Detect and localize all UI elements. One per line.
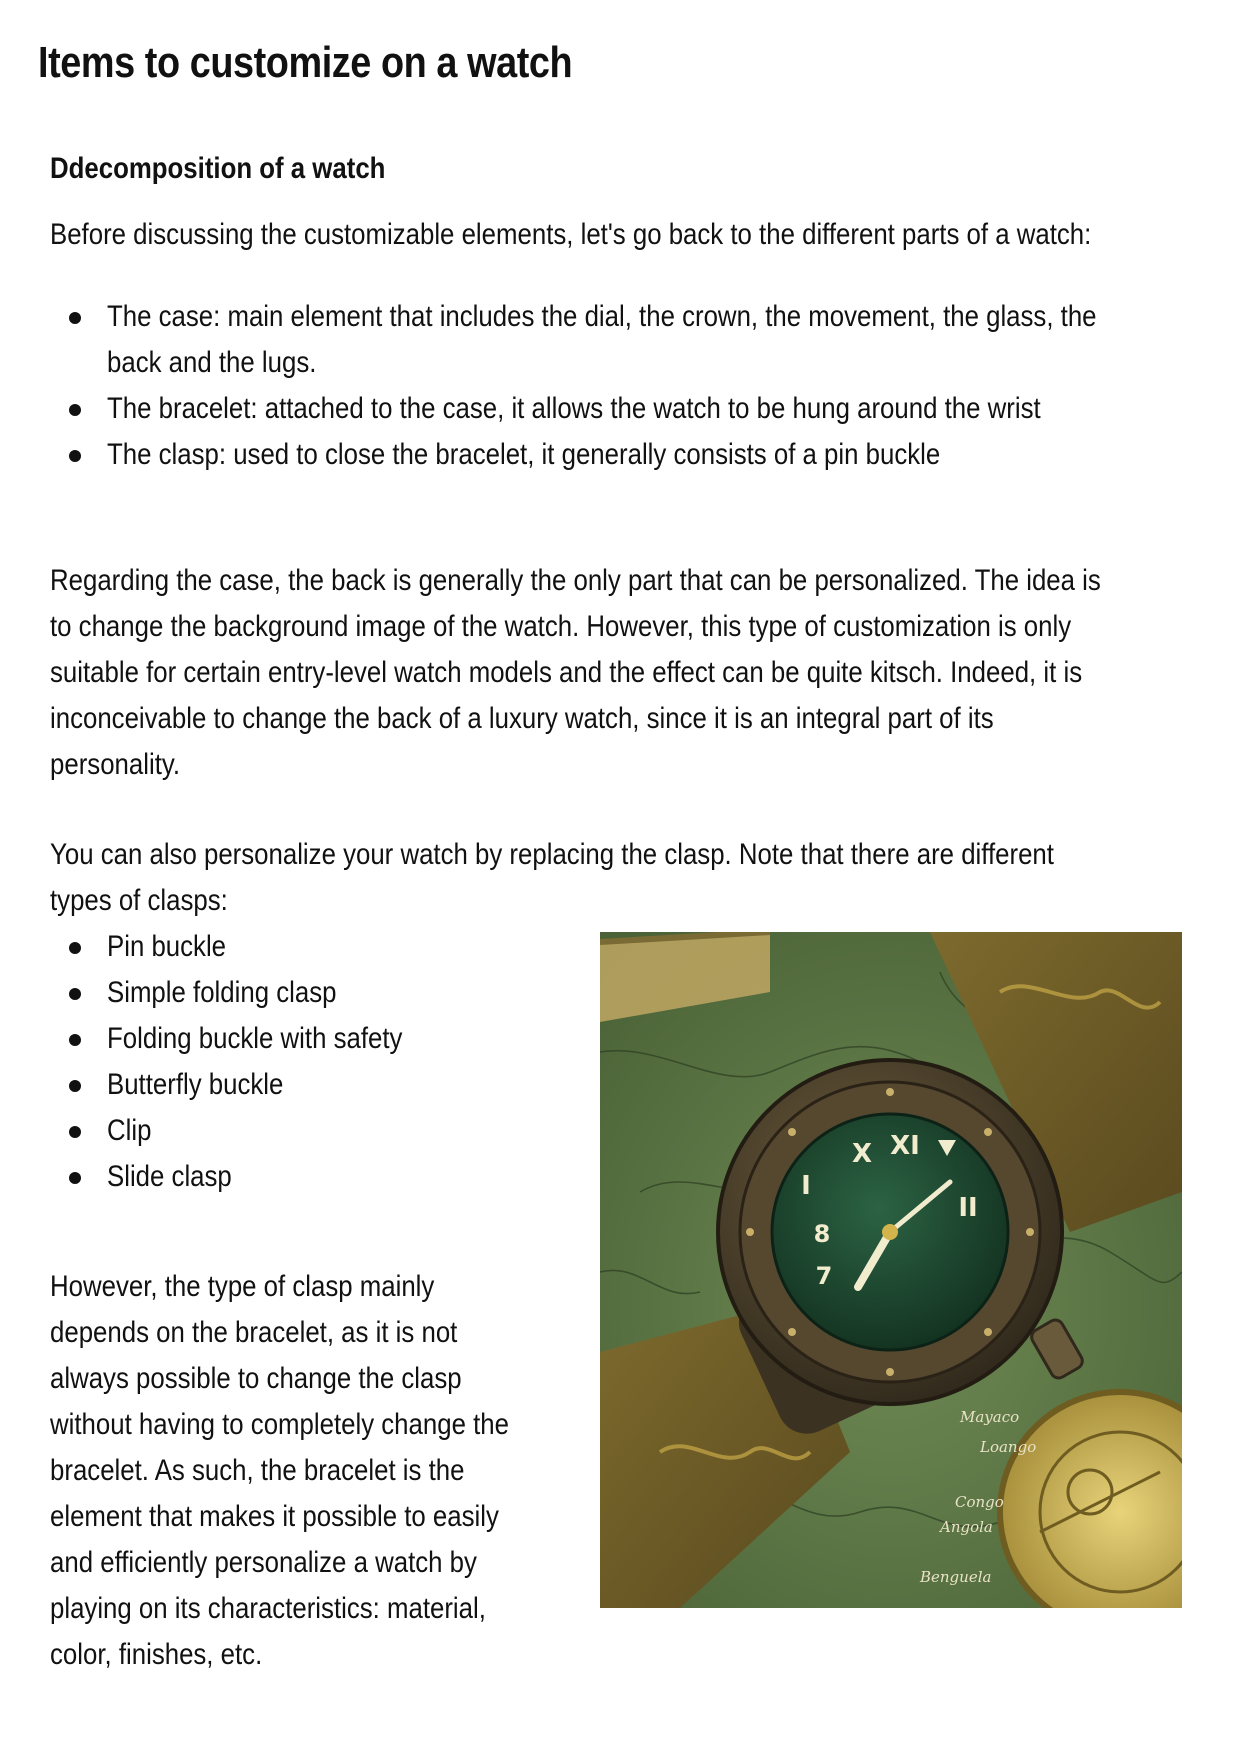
list-item: The bracelet: attached to the case, it allows the watch to be hung around the wrist <box>66 386 1240 432</box>
paragraph-line: Regarding the case, the back is generally the only part that can be personalized. The idea is <box>50 564 1101 597</box>
map-label: Loango <box>980 1438 1037 1456</box>
paragraph-line: always possible to change the clasp <box>50 1362 462 1395</box>
paragraph-line: inconceivable to change the back of a luxury watch, since it is an integral part of its <box>50 702 994 735</box>
page-title: Items to customize on a watch <box>38 38 573 87</box>
list-item-line: back and the lugs. <box>107 346 317 379</box>
map-label: Angola <box>940 1518 993 1536</box>
paragraph-line: However, the type of clasp mainly <box>50 1270 435 1303</box>
map-label: Congo <box>955 1493 1004 1511</box>
watch-parts-list <box>66 294 1240 478</box>
paragraph-line: suitable for certain entry-level watch models and the effect can be quite kitsch. Indeed, it is <box>50 656 1083 689</box>
list-item: Folding buckle with safety <box>66 1016 451 1062</box>
watch-illustration <box>600 932 1182 1608</box>
map-label: Benguela <box>920 1568 992 1586</box>
paragraph-line: without having to completely change the <box>50 1408 509 1441</box>
clasp-paragraph <box>50 832 1217 924</box>
paragraph-line: You can also personalize your watch by replacing the clasp. Note that there are different <box>50 838 1054 871</box>
numeral-text: XI <box>890 1131 920 1161</box>
clasp-types-list <box>66 924 451 1200</box>
numeral-text: 8 <box>813 1220 831 1248</box>
map-label: Mayaco <box>960 1408 1020 1426</box>
paragraph-line: bracelet. As such, the bracelet is the <box>50 1454 465 1487</box>
intro-line: Before discussing the customizable elements, let's go back to the different parts of a watch: <box>50 218 1092 251</box>
closing-paragraph <box>50 1264 584 1678</box>
list-item <box>66 294 1240 386</box>
list-item: Simple folding clasp <box>66 970 451 1016</box>
case-paragraph <box>50 558 1240 788</box>
paragraph-line: and efficiently personalize a watch by <box>50 1546 477 1579</box>
watch-photo <box>600 932 1182 1608</box>
list-item: Butterfly buckle <box>66 1062 451 1108</box>
hand-pivot <box>882 1224 898 1240</box>
list-item: Clip <box>66 1108 451 1154</box>
section-heading: Ddecomposition of a watch <box>50 152 386 185</box>
paragraph-line: color, finishes, etc. <box>50 1638 263 1671</box>
paragraph-line: element that makes it possible to easily <box>50 1500 499 1533</box>
paragraph-line: depends on the bracelet, as it is not <box>50 1316 458 1349</box>
paragraph-line: to change the background image of the watch. However, this type of customization is only <box>50 610 1072 643</box>
numeral-text: X <box>851 1139 873 1169</box>
list-item: Pin buckle <box>66 924 451 970</box>
list-item: The clasp: used to close the bracelet, it generally consists of a pin buckle <box>66 432 1240 478</box>
intro-paragraph <box>50 212 1240 258</box>
paragraph-line: personality. <box>50 748 181 781</box>
paragraph-line: playing on its characteristics: material, <box>50 1592 486 1625</box>
list-item: Slide clasp <box>66 1154 451 1200</box>
list-item-line: The case: main element that includes the dial, the crown, the movement, the glass, the <box>107 300 1097 333</box>
paragraph-line: types of clasps: <box>50 884 228 917</box>
numeral-text: II <box>958 1193 978 1223</box>
numeral-text: 7 <box>815 1262 833 1290</box>
numeral-text: I <box>801 1171 811 1201</box>
